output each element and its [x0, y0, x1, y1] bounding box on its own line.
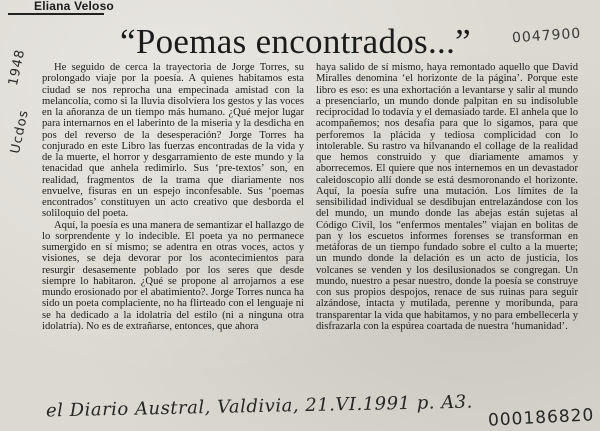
article-column-left [42, 62, 304, 332]
article-column-right [316, 62, 578, 332]
handwritten-archive-id: 000186820 [487, 405, 595, 431]
byline: Eliana Veloso [34, 0, 114, 13]
handwritten-note: Ucdos [8, 108, 32, 156]
handwritten-source-note: el Diario Austral, Valdivia, 21.VI.1991 p. A3. [45, 391, 474, 422]
headline: “Poemas encontrados...” [120, 22, 471, 61]
paragraph: He seguido de cerca la trayectoria de Jorge Torres, su prolongado viaje por la poesía. A quienes habitamos esta ciudad se nos reprocha una empecinada amistad con la melancolía, como si la lluvia disolviera los gestos y las voces en la añoranza de un tiempo más humano. ¿Qué mejor lugar para internarnos en el laberinto de la miseria y la desdicha en pos del reverso de la desesperación? Jorge Torres ha conjurado en este Libro las fuerzas encontradas de la vida y de la muerte, el horror y desgarramiento de este mundo y la tenacidad que anhela redimirlo. Sus ‘pre-textos’ son, en realidad, fragmentos de la trama que diariamente nos envuelve, fisuras en un espejo inconfesable. Sus ‘poemas encontrados’ constituyen un acto creativo que desborda el soliloquio del poeta. [42, 62, 304, 220]
paragraph: haya salido de sí mismo, haya remontado aquello que David Miralles denomina ‘el horizonte de la página’. Porque este libro es eso: es una exhortación a levantarse y salir al mundo a presenciarlo, un mundo donde palpitan en su indisoluble reciprocidad lo todavía y el demasiado tarde. El anhela que lo acompañemos; nos desafía para que lo sigamos, para que perforemos la plácida y tediosa complicidad con lo intolerable. Su rastro va hilvanando el collage de la realidad que hemos construido y que diariamente amamos y aborrecemos. El quiere que nos internemos en un devastador caleidoscopio allí donde se está desmoronando el horizonte. Aquí, la poesía sufre una mutación. Los límites de la sensibilidad individual se desdibujan entrelazándose con los del mundo, un mundo donde las abejas están sujetas al Código Civil, los “enfermos mentales” viajan en bolitas de pan y los escuetos informes forenses se transforman en metáforas de un tiempo fundado sobre el culto a la muerte; un mundo donde la delación es un acto de justicia, los volcanes se venden y los desilusionados se congregan. Un mundo, nuestro a pesar nuestro, donde la poesía se construye con sus propios despojos, renace de sus ruinas para seguir alzándose, intacta y mutilada, perenne y moribunda, para transparentar la vida que habitamos, y no para embellecerla y disfrazarla con la espúrea coartada de nuestra ‘humanidad’. [316, 62, 578, 332]
paragraph: Aquí, la poesía es una manera de semantizar el hallazgo de lo sorprendente y lo indecible. El poeta ya no permanece sumergido en sí mismo; se adentra en otras voces, actos y visiones, se deja devorar por los acontecimientos para resurgir desasemente poblado por los seres que desde siempre lo habitaron. ¿Qué se propone al arrojarnos a ese mundo erosionado por el abatimiento?. Jorge Torres nunca ha sido un poeta complaciente, no ha flirteado con el lenguaje ni se ha dedicado a la idolatría del estilo (ni a ninguna otra idolatría). No es de extrañarse, entonces, que ahora [42, 219, 304, 332]
archive-stamp: 0047900 [511, 25, 582, 47]
handwritten-year: 1948 [6, 47, 29, 88]
